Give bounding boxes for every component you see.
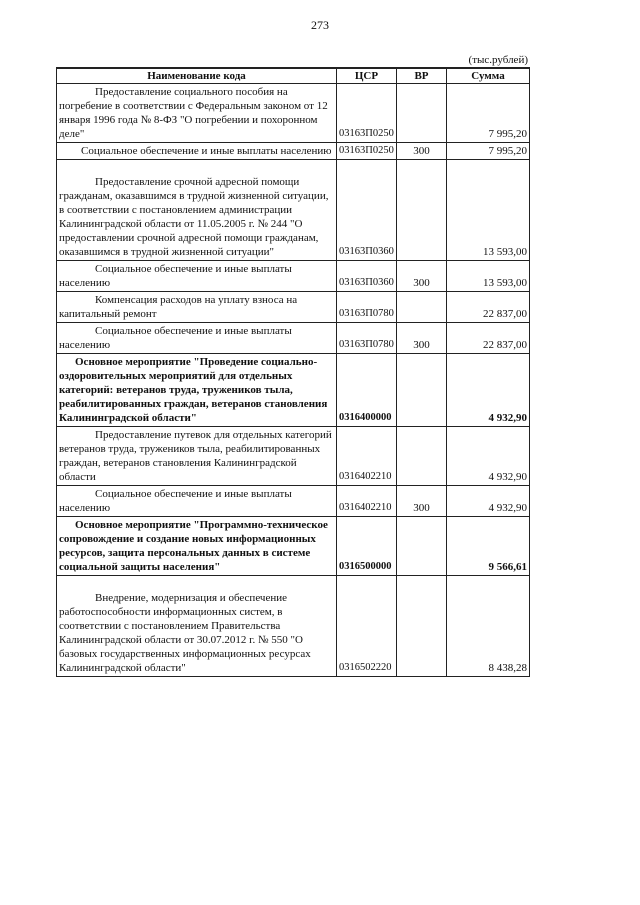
row-csr: 0316402210	[337, 427, 397, 486]
units-label: (тыс.рублей)	[468, 54, 528, 66]
row-name-cell	[57, 427, 337, 486]
row-name-cell	[57, 517, 337, 576]
row-sum: 9 566,61	[447, 517, 530, 576]
row-vr	[397, 160, 447, 261]
table-row	[57, 292, 530, 323]
row-vr	[397, 354, 447, 427]
row-name-cell	[57, 292, 337, 323]
table-row	[57, 323, 530, 354]
row-sum: 22 837,00	[447, 323, 530, 354]
row-csr: 03163П0780	[337, 292, 397, 323]
row-vr	[397, 427, 447, 486]
row-name-cell	[57, 323, 337, 354]
row-vr	[397, 517, 447, 576]
row-name: Социальное обеспечение и иные выплаты населению	[59, 325, 292, 351]
row-csr: 0316402210	[337, 486, 397, 517]
row-name-cell	[57, 261, 337, 292]
row-vr: 300	[397, 323, 447, 354]
row-sum: 4 932,90	[447, 427, 530, 486]
row-name: Предоставление путевок для отдельных категорий ветеранов труда, тружеников тыла, реабилитированных граждан, ветеранов становления Калининградской области	[59, 429, 332, 483]
row-name-cell	[57, 160, 337, 261]
row-name-cell	[57, 576, 337, 677]
table-row	[57, 517, 530, 576]
row-name: Социальное обеспечение и иные выплаты населению	[81, 145, 332, 157]
row-sum: 13 593,00	[447, 261, 530, 292]
row-name: Внедрение, модернизация и обеспечение работоспособности информационных систем, в соответствии с постановлением Правительства Калининградской области от 30.07.2012 г. № 550 "О базовых государственных информационных ресурсах Калининградской области"	[59, 592, 311, 674]
row-vr	[397, 84, 447, 143]
row-name: Компенсация расходов на уплату взноса на капитальный ремонт	[59, 294, 298, 320]
row-sum: 7 995,20	[447, 143, 530, 160]
row-name-cell	[57, 143, 337, 160]
table-row	[57, 427, 530, 486]
row-vr	[397, 576, 447, 677]
row-csr: 0316500000	[337, 517, 397, 576]
row-sum: 4 932,90	[447, 354, 530, 427]
row-name: Основное мероприятие "Программно-техническое сопровождение и создание новых информационных ресурсов, защита персональных данных в системе социальной защиты населения"	[59, 519, 328, 573]
row-vr: 300	[397, 261, 447, 292]
row-sum: 8 438,28	[447, 576, 530, 677]
row-csr: 0316502220	[337, 576, 397, 677]
table-row	[57, 143, 530, 160]
header-sum: Сумма	[447, 68, 530, 84]
row-sum: 13 593,00	[447, 160, 530, 261]
header-csr: ЦСР	[337, 68, 397, 84]
page-number: 273	[311, 18, 329, 32]
table-row	[57, 84, 530, 143]
row-sum: 4 932,90	[447, 486, 530, 517]
table-row	[57, 160, 530, 261]
row-name-cell	[57, 486, 337, 517]
row-name: Социальное обеспечение и иные выплаты населению	[59, 263, 292, 289]
row-vr: 300	[397, 486, 447, 517]
row-csr: 03163П0780	[337, 323, 397, 354]
table-row	[57, 486, 530, 517]
row-vr: 300	[397, 143, 447, 160]
row-csr: 03163П0360	[337, 160, 397, 261]
row-name: Основное мероприятие "Проведение социально-оздоровительных мероприятий для отдельных категорий: ветеранов труда, тружеников тыла, реабилитированных граждан, ветеранов становления Калининградской области"	[59, 356, 328, 424]
row-csr: 0316400000	[337, 354, 397, 427]
row-name: Предоставление срочной адресной помощи гражданам, оказавшимся в трудной жизненной ситуации, в соответствии с постановлением администрации Калининградской области от 11.05.2005 г. № 244 "О предоставлении срочной адресной помощи гражданам, оказавшимся в трудной жизненной ситуации"	[59, 176, 329, 258]
row-name: Социальное обеспечение и иные выплаты населению	[59, 488, 292, 514]
row-name: Предоставление социального пособия на погребение в соответствии с Федеральным законом от 12 января 1996 года № 8-ФЗ "О погребении и похоронном деле"	[59, 86, 328, 140]
row-name-cell	[57, 84, 337, 143]
budget-table	[56, 67, 530, 677]
header-vr: ВР	[397, 68, 447, 84]
header-name: Наименование кода	[57, 68, 337, 84]
row-vr	[397, 292, 447, 323]
row-sum: 22 837,00	[447, 292, 530, 323]
row-sum: 7 995,20	[447, 84, 530, 143]
table-row	[57, 354, 530, 427]
row-csr: 03163П0360	[337, 261, 397, 292]
row-csr: 03163П0250	[337, 84, 397, 143]
table-row	[57, 261, 530, 292]
row-csr: 03163П0250	[337, 143, 397, 160]
row-name-cell	[57, 354, 337, 427]
table-row	[57, 576, 530, 677]
table-header-row	[57, 68, 530, 84]
